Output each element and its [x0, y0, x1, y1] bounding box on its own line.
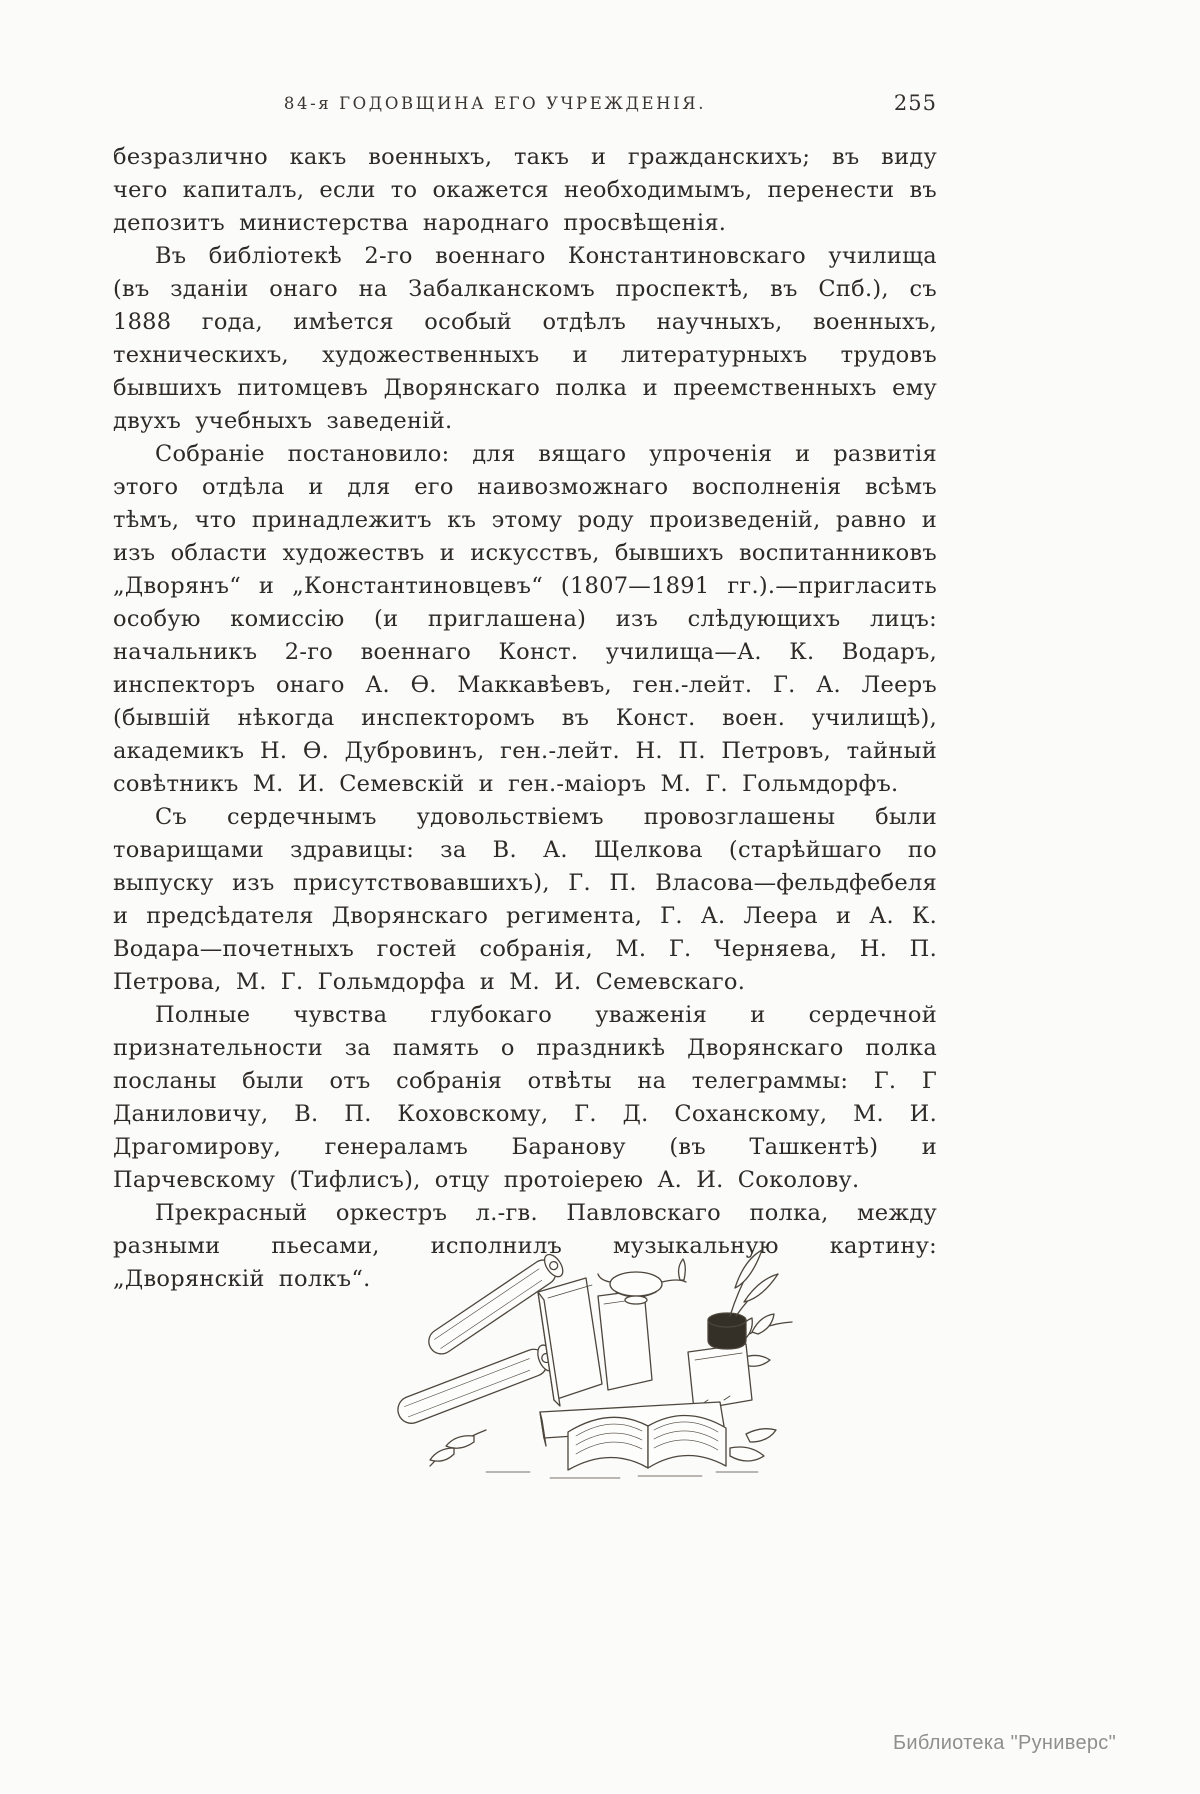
- paragraph: безразлично какъ военныхъ, такъ и гражданскихъ; въ виду чего капиталъ, если то окажется необходимымъ, перенести въ депозитъ министерства народнаго просвѣщенія.: [113, 144, 937, 236]
- page-body: [113, 141, 937, 1296]
- paragraph: Полные чувства глубокаго уваженія и сердечной признательности за память о праздникѣ Дворянскаго полка посланы были отъ собранія отвѣты на телеграммы: Г. Г Даниловичу, В. П. Коховскому, Г. Д. Соханскому, М. И. Драгомирову, генераламъ Баранову (въ Ташкентѣ) и Парчевскому (Тифлисъ), отцу протоіерею А. И. Соколову.: [113, 1002, 937, 1193]
- paragraph: Въ библіотекѣ 2-го военнаго Константиновскаго училища (въ зданіи онаго на Забалканскомъ проспектѣ, въ Спб.), съ 1888 года, имѣется особый отдѣлъ научныхъ, военныхъ, техническихъ, художественныхъ и литературныхъ трудовъ бывшихъ питомцевъ Дворянскаго полка и преемственныхъ ему двухъ учебныхъ заведеній.: [113, 243, 937, 434]
- running-header: [113, 91, 937, 122]
- running-header-title: 84-я ГОДОВЩИНА ЕГО УЧРЕЖДЕНІЯ.: [283, 94, 707, 113]
- page-number: 255: [893, 91, 937, 115]
- book-vignette-illustration: [390, 1234, 800, 1486]
- paragraph: Прекрасный оркестръ л.-гв. Павловскаго полка, между разными пьесами, исполнилъ музыкальную картину: „Дворянскій полкъ“.: [113, 1200, 937, 1292]
- paragraph: Собраніе постановило: для вящаго упроченія и развитія этого отдѣла и для его наивозможнаго восполненія всѣмъ тѣмъ, что принадлежитъ къ этому роду произведеній, равно и изъ области художествъ и искусствъ, бывшихъ воспитанниковъ „Дворянъ“ и „Константиновцевъ“ (1807—1891 гг.).—пригласить особую комиссію (и приглашена) изъ слѣдующихъ лицъ: начальникъ 2-го военнаго Конст. училища—А. К. Водаръ, инспекторъ онаго А. Ѳ. Маккавѣевъ, ген.-лейт. Г. А. Лееръ (бывшій нѣкогда инспекторомъ въ Конст. воен. училищѣ), академикъ Н. Ѳ. Дубровинъ, ген.-лейт. Н. П. Петровъ, тайный совѣтникъ М. И. Семевскій и ген.-маіоръ М. Г. Гольмдорфъ.: [113, 441, 937, 797]
- paragraph: Съ сердечнымъ удовольствіемъ провозглашены были товарищами здравицы: за В. А. Щелкова (старѣйшаго по выпуску изъ присутствовавшихъ), Г. П. Власова—фельдфебеля и предсѣдателя Дворянскаго регимента, Г. А. Леера и А. К. Водара—почетныхъ гостей собранія, М. Г. Черняева, Н. П. Петрова, М. Г. Гольмдорфа и М. И. Семевскаго.: [113, 804, 937, 995]
- library-watermark: Библиотека "Руниверс": [892, 1732, 1116, 1754]
- books-and-quills-engraving: [390, 1234, 800, 1486]
